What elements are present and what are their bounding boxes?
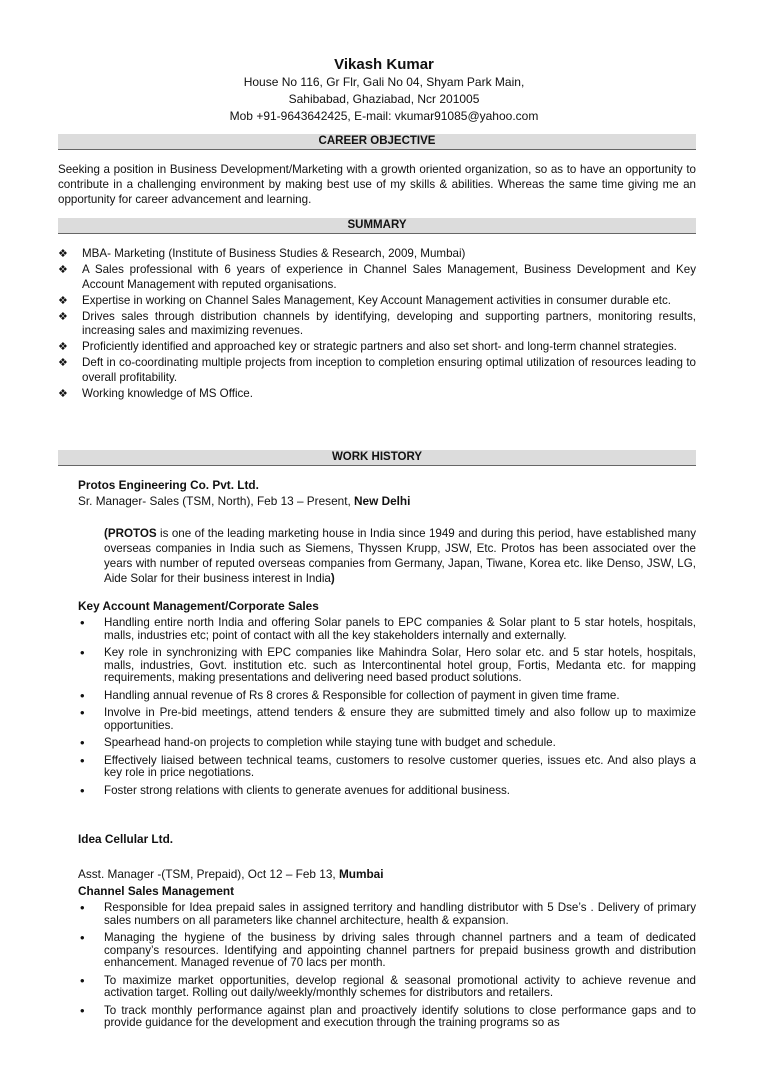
bullet-dot-icon: •	[80, 735, 85, 750]
diamond-bullet-icon: ❖	[58, 341, 68, 353]
contact-line: Mob +91-9643642425, E-mail: vkumar91085@yahoo.com	[229, 109, 539, 123]
summary-heading: SUMMARY	[58, 218, 696, 234]
diamond-bullet-icon: ❖	[58, 264, 68, 276]
resume-header	[0, 56, 768, 125]
bullet-dot-icon: •	[80, 752, 85, 768]
job2-duties	[78, 902, 696, 1035]
list-item: ❖ Drives sales through distribution channels by identifying, developing and supporting partners, monitoring results, increasing sales and maximizing revenues.	[58, 309, 696, 337]
job1-role: Sr. Manager- Sales (TSM, North), Feb 13 – Present,	[78, 494, 351, 508]
bullet-dot-icon: •	[80, 705, 85, 720]
bullet-dot-icon: •	[80, 1002, 85, 1018]
candidate-name: Vikash Kumar	[334, 56, 434, 73]
address-line-2: Sahibabad, Ghaziabad, Ncr 201005	[288, 92, 480, 106]
bullet-dot-icon: •	[80, 645, 85, 660]
list-item: • Handling entire north India and offering Solar panels to EPC companies & Solar plant to 5 star hotels, hospitals, malls, industries etc; point of contact with all the key stakeholders internally and externally.	[80, 615, 696, 642]
list-item: ❖ A Sales professional with 6 years of experience in Channel Sales Management, Business Development and Key Account Management with reputed organisations.	[58, 263, 696, 291]
career-objective-heading: CAREER OBJECTIVE	[58, 134, 696, 150]
bullet-dot-icon: •	[80, 782, 85, 798]
job1-about: (PROTOS is one of the leading marketing house in India since 1949 and during this period, have established many overseas companies in India such as Siemens, Thyssen Krupp, JSW, Etc. Protos has been associated over the years with number of reputed overseas companies from Germany, Japan, Tiwane, Korea etc. like Denso, JSW, LG, Aide Solar for their business interest in India)	[104, 527, 696, 585]
job1-location: New Delhi	[354, 494, 411, 508]
list-item: • Responsible for Idea prepaid sales in assigned territory and handling distributor with 5 Dse’s . Delivery of primary sales numbers on all parameters like channel architecture, health & expansion.	[80, 900, 696, 927]
job2-role: Asst. Manager -(TSM, Prepaid), Oct 12 – Feb 13,	[78, 867, 336, 881]
job1-company: Protos Engineering Co. Pvt. Ltd.	[78, 478, 259, 492]
bullet-dot-icon: •	[80, 615, 85, 630]
job1-subheading: Key Account Management/Corporate Sales	[78, 599, 319, 613]
diamond-bullet-icon: ❖	[58, 294, 68, 307]
work-history-heading: WORK HISTORY	[58, 450, 696, 466]
job2-location: Mumbai	[338, 867, 384, 881]
list-item: • Foster strong relations with clients to generate avenues for additional business.	[80, 782, 511, 798]
list-item: • Involve in Pre-bid meetings, attend tenders & ensure they are submitted timely and also follow up to maximize opportunities.	[80, 705, 696, 732]
summary-list	[58, 247, 696, 403]
bullet-dot-icon: •	[80, 687, 85, 703]
job2-subheading: Channel Sales Management	[78, 884, 235, 898]
bullet-dot-icon: •	[80, 972, 85, 988]
list-item: • Managing the hygiene of the business by driving sales through channel partners and a team of dedicated company’s resources. Identifying and appointing channel partners for prepaid business growth and distribution enhancement. Managed revenue of 70 lacs per month.	[80, 930, 696, 969]
diamond-bullet-icon: ❖	[58, 310, 68, 323]
job2-company: Idea Cellular Ltd.	[78, 832, 174, 846]
list-item: ❖ Deft in co-coordinating multiple projects from inception to completion ensuring optimal utilization of resources leading to overall profitability.	[58, 356, 696, 384]
bullet-dot-icon: •	[80, 930, 85, 945]
list-item: • Key role in synchronizing with EPC companies like Mahindra Solar, Hero solar etc. and 5 star hotels, hospitals, malls, industries, Govt. institution etc. such as Intercontinental hotel group, Fortis, Medanta etc. for mapping requirements, making presentations and delivering need based product solutions.	[80, 645, 696, 684]
list-item: ❖ Expertise in working on Channel Sales Management, Key Account Management activities in consumer durable etc.	[58, 293, 672, 307]
career-objective-text: Seeking a position in Business Development/Marketing with a growth oriented organization, so as to have an opportunity to contribute in a challenging environment by making best use of my skills & abilities. Whereas the same time giving me an opportunity for career advancement and learning.	[58, 163, 696, 206]
bullet-dot-icon: •	[80, 900, 85, 915]
job1-duties	[78, 617, 696, 802]
diamond-bullet-icon: ❖	[58, 387, 68, 400]
diamond-bullet-icon: ❖	[58, 248, 68, 260]
job1-role-line	[78, 494, 410, 509]
diamond-bullet-icon: ❖	[58, 357, 68, 369]
job2-role-line	[78, 867, 384, 882]
list-item: • Spearhead hand-on projects to completion while staying tune with budget and schedule.	[80, 735, 556, 750]
address-line-1: House No 116, Gr Flr, Gali No 04, Shyam Park Main,	[243, 75, 525, 89]
list-item: ❖ Working knowledge of MS Office.	[58, 386, 253, 400]
list-item: ❖ MBA- Marketing (Institute of Business Studies & Research, 2009, Mumbai)	[58, 247, 466, 260]
list-item: • Handling annual revenue of Rs 8 crores & Responsible for collection of payment in given time frame.	[80, 687, 620, 703]
list-item: ❖ Proficiently identified and approached key or strategic partners and also set short- and long-term channel strategies.	[58, 340, 677, 353]
list-item: • To track monthly performance against plan and proactively identify solutions to close performance gaps and to provide guidance for the development and execution through the training programs so as	[80, 1002, 696, 1029]
list-item: • Effectively liaised between technical teams, customers to resolve customer queries, issues etc. And also plays a key role in price negotiations.	[80, 752, 696, 779]
list-item: • To maximize market opportunities, develop regional & seasonal promotional activity to achieve revenue and activation target. Rolling out daily/weekly/monthly schemes for distributors and retailers.	[80, 972, 696, 999]
